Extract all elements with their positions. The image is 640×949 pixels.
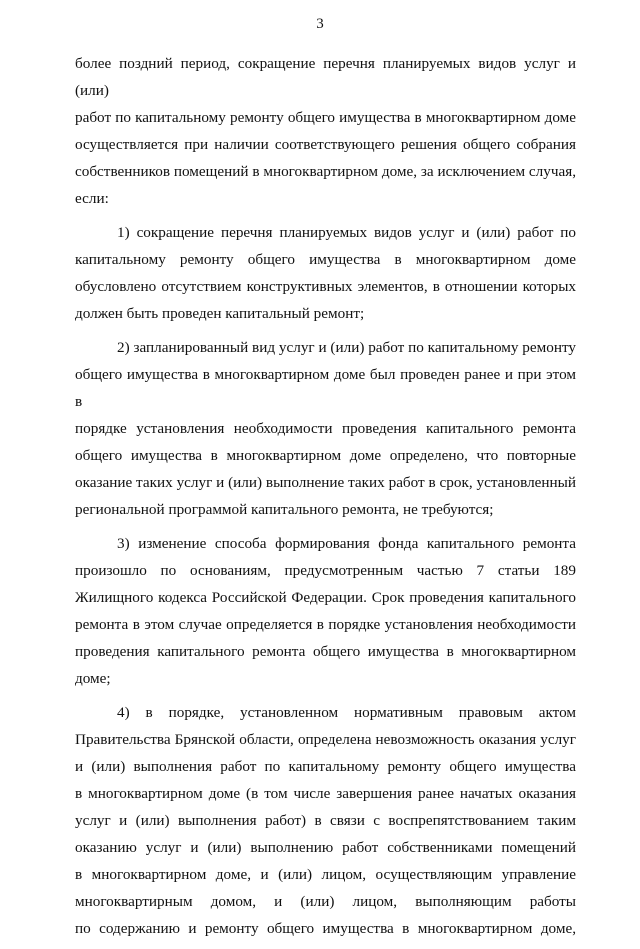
text-line: и (или) выполнения работ по капитальному ремонту общего имущества — [75, 758, 576, 775]
text-line: доме; — [75, 670, 111, 687]
text-line: многоквартирным домом, и (или) лицом, выполняющим работы — [75, 893, 576, 910]
text-line: порядке установления необходимости проведения капитального ремонта — [75, 420, 576, 437]
text-line: собственников помещений в многоквартирном доме, за исключением случая, — [75, 163, 576, 180]
text-line: по содержанию и ремонту общего имущества в многоквартирном доме, — [75, 920, 576, 937]
text-line: если: — [75, 190, 109, 207]
text-line: региональной программой капитального ремонта, не требуются; — [75, 501, 494, 518]
text-line: 3) изменение способа формирования фонда капитального ремонта — [117, 535, 576, 552]
text-line: проведения капитального ремонта общего имущества в многоквартирном — [75, 643, 576, 660]
text-line: 4) в порядке, установленном нормативным правовым актом — [117, 704, 576, 721]
text-line: 2) запланированный вид услуг и (или) работ по капитальному ремонту — [117, 339, 576, 356]
paragraph-item-3 — [75, 530, 576, 692]
text-line: в многоквартирном доме (в том числе завершения ранее начатых оказания — [75, 785, 576, 802]
text-line: Жилищного кодекса Российской Федерации. Срок проведения капитального — [75, 589, 576, 606]
text-line: обусловлено отсутствием конструктивных элементов, в отношении которых — [75, 278, 576, 295]
text-line: общего имущества в многоквартирном доме определено, что повторные — [75, 447, 576, 464]
text-line: услуг и (или) выполнения работ) в связи с воспрепятствованием таким — [75, 812, 576, 829]
text-line: осуществляется при наличии соответствующего решения общего собрания — [75, 136, 576, 153]
text-line: оказание таких услуг и (или) выполнение таких работ в срок, установленный — [75, 474, 576, 491]
text-line: работ по капитальному ремонту общего имущества в многоквартирном доме — [75, 109, 576, 126]
text-line: общего имущества в многоквартирном доме был проведен ранее и при этом в — [75, 366, 576, 410]
text-line: должен быть проведен капитальный ремонт; — [75, 305, 365, 322]
paragraph-item-4 — [75, 699, 576, 942]
text-line: Правительства Брянской области, определена невозможность оказания услуг — [75, 731, 576, 748]
text-line: капитальному ремонту общего имущества в многоквартирном доме — [75, 251, 576, 268]
paragraph-intro — [75, 50, 576, 212]
text-line: более поздний период, сокращение перечня планируемых видов услуг и (или) — [75, 55, 576, 99]
text-line: оказанию услуг и (или) выполнению работ собственниками помещений — [75, 839, 576, 856]
text-line: ремонта в этом случае определяется в порядке установления необходимости — [75, 616, 576, 633]
text-line: 1) сокращение перечня планируемых видов услуг и (или) работ по — [117, 224, 576, 241]
text-line: в многоквартирном доме, и (или) лицом, осуществляющим управление — [75, 866, 576, 883]
paragraph-item-2 — [75, 334, 576, 523]
text-line: произошло по основаниям, предусмотренным частью 7 статьи 189 — [75, 562, 576, 579]
page-number: 3 — [316, 16, 324, 32]
paragraph-item-1 — [75, 219, 576, 327]
document-body — [75, 50, 576, 949]
